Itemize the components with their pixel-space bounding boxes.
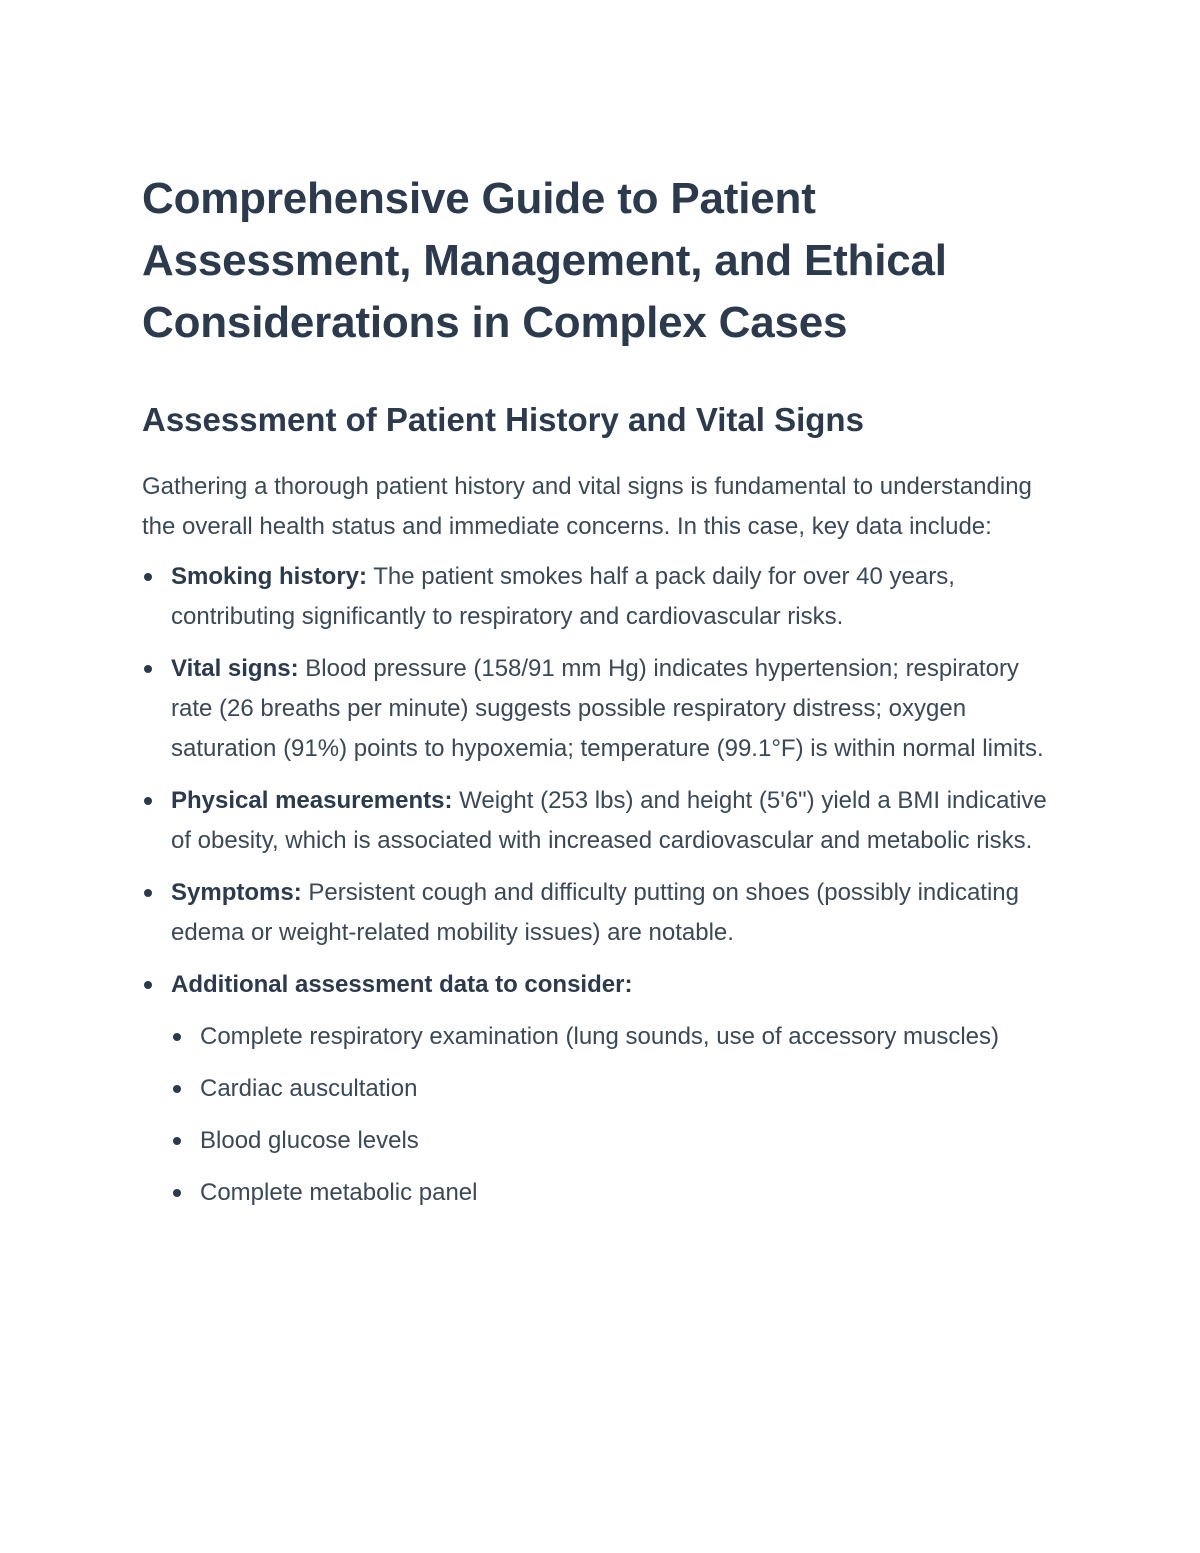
list-item-term: Physical measurements: <box>171 787 453 814</box>
list-item-term: Additional assessment data to consider: <box>171 971 633 998</box>
section-heading: Assessment of Patient History and Vital Signs <box>142 401 864 438</box>
list-item-term: Smoking history: <box>171 563 368 590</box>
sub-list-item: Complete respiratory examination (lung sounds, use of accessory muscles) <box>171 1017 1057 1057</box>
list-item-symptoms <box>142 873 1057 953</box>
list-item-text: Blood pressure (158/91 mm Hg) indicates hypertension; respiratory rate (26 breaths per minute) suggests possible respiratory distress; oxygen saturation (91%) points to hypoxemia; temperature (99.1°F) is within normal limits. <box>171 655 1044 762</box>
list-item-text: The patient smokes half a pack daily for over 40 years, contributing significantly to respiratory and cardiovascular risks. <box>171 563 955 630</box>
list-item-term: Symptoms: <box>171 879 302 906</box>
list-item-vital-signs <box>142 649 1057 769</box>
list-item-smoking-history <box>142 557 1057 637</box>
list-item-term: Vital signs: <box>171 655 299 682</box>
document-title: Comprehensive Guide to Patient Assessment, Management, and Ethical Considerations in Complex Cases <box>142 174 947 347</box>
list-item-additional-assessment <box>142 965 1057 1213</box>
list-item-text: Weight (253 lbs) and height (5'6") yield a BMI indicative of obesity, which is associated with increased cardiovascular and metabolic risks. <box>171 787 1047 854</box>
document-page <box>142 168 1057 1225</box>
assessment-list <box>142 557 1057 1213</box>
intro-paragraph: Gathering a thorough patient history and vital signs is fundamental to understanding the overall health status and immediate concerns. In this case, key data include: <box>142 473 1032 540</box>
sub-list <box>171 1017 1057 1213</box>
sub-list-item: Cardiac auscultation <box>171 1069 1057 1109</box>
list-item-text: Persistent cough and difficulty putting on shoes (possibly indicating edema or weight-related mobility issues) are notable. <box>171 879 1020 946</box>
sub-list-item: Complete metabolic panel <box>171 1173 1057 1213</box>
list-item-physical-measurements <box>142 781 1057 861</box>
sub-list-item: Blood glucose levels <box>171 1121 1057 1161</box>
